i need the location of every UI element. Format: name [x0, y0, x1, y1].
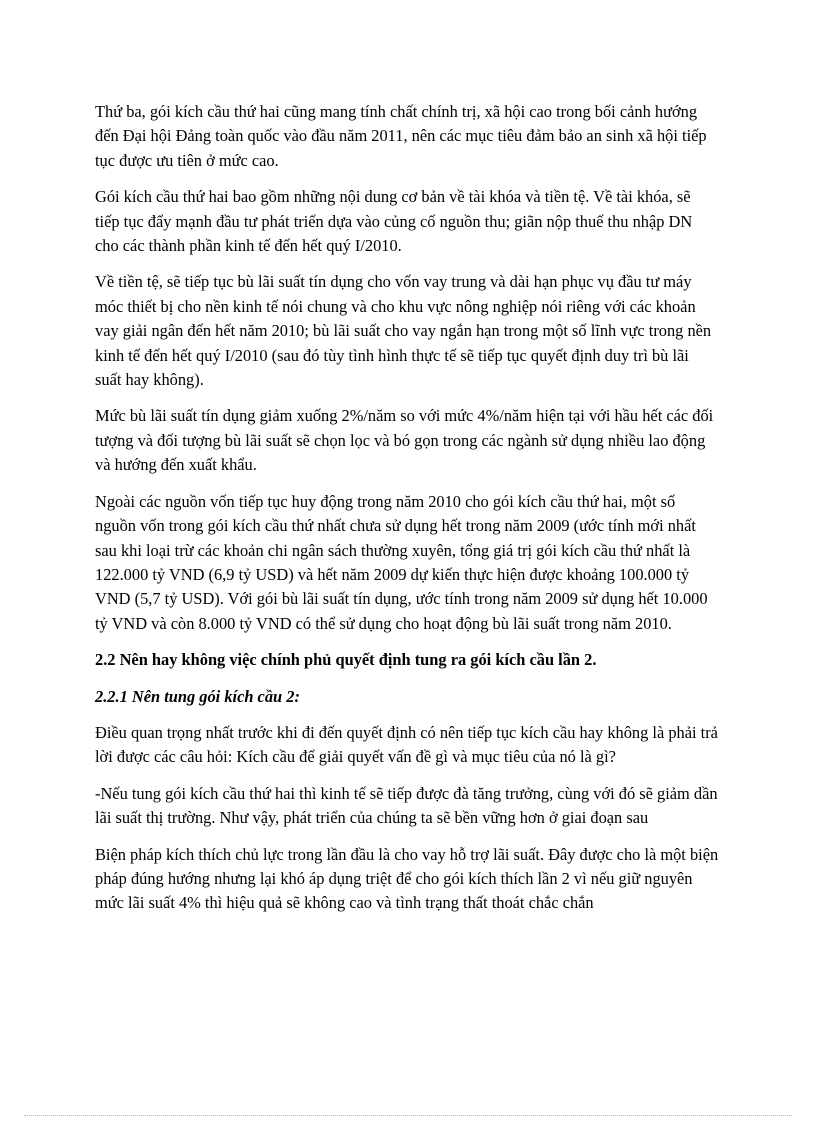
subsection-heading: 2.2.1 Nên tung gói kích cầu 2: [95, 686, 300, 706]
paragraph: Điều quan trọng nhất trước khi đi đến quyết định có nên tiếp tục kích cầu hay không là phải trả lời được các câu hỏi: Kích cầu để giải quyết vấn đề gì và mục tiêu của nó là gì? [95, 722, 718, 767]
paragraph: Gói kích cầu thứ hai bao gồm những nội dung cơ bản về tài khóa và tiền tệ. Về tài khóa, sẽ tiếp tục đẩy mạnh đầu tư phát triển dựa vào củng cố nguồn thu; giãn nộp thuế thu nhập DN cho các thành phần kinh tế đến hết quý I/2010. [95, 187, 693, 256]
paragraph: Thứ ba, gói kích cầu thứ hai cũng mang tính chất chính trị, xã hội cao trong bối cảnh hướng đến Đại hội Đảng toàn quốc vào đầu năm 2011, nên các mục tiêu đảm bảo an sinh xã hội tiếp tục được ưu tiên ở mức cao. [95, 102, 707, 170]
paragraph: Biện pháp kích thích chủ lực trong lần đầu là cho vay hỗ trợ lãi suất. Đây được cho là một biện pháp đúng hướng nhưng lại khó áp dụng triệt để cho gói kích thích lần 2 vì nếu giữ nguyên mức lãi suất 4% thì hiệu quả sẽ không cao và tình trạng thất thoát chắc chắn [95, 844, 719, 913]
paragraph: Ngoài các nguồn vốn tiếp tục huy động trong năm 2010 cho gói kích cầu thứ hai, một số nguồn vốn trong gói kích cầu thứ nhất chưa sử dụng hết trong năm 2009 (ước tính mới nhất sau khi loại trừ các khoản chi ngân sách thường xuyên, tổng giá trị gói kích cầu thứ nhất là 122.000 tỷ VND (6,9 tỷ USD) và hết năm 2009 dự kiến thực hiện được khoảng 100.000 tỷ VND (5,7 tỷ USD). Với gói bù lãi suất tín dụng, ước tính trong năm 2009 sử dụng hết 10.000 tỷ VND và còn 8.000 tỷ VND có thể sử dụng cho hoạt động bù lãi suất trong năm 2010. [95, 491, 708, 633]
paragraph: -Nếu tung gói kích cầu thứ hai thì kinh tế sẽ tiếp được đà tăng trưởng, cùng với đó sẽ giảm dần lãi suất thị trường. Như vậy, phát triển của chúng ta sẽ bền vững hơn ở giai đoạn sau [95, 783, 718, 828]
paragraph: Mức bù lãi suất tín dụng giảm xuống 2%/năm so với mức 4%/năm hiện tại với hầu hết các đối tượng và đối tượng bù lãi suất sẽ chọn lọc và bó gọn trong các ngành sử dụng nhiều lao động và hướng đến xuất khẩu. [95, 406, 714, 475]
section-heading: 2.2 Nên hay không việc chính phủ quyết định tung ra gói kích cầu lần 2. [95, 650, 597, 670]
page-bottom-divider [24, 1115, 792, 1116]
paragraph: Về tiền tệ, sẽ tiếp tục bù lãi suất tín dụng cho vốn vay trung và dài hạn phục vụ đầu tư máy móc thiết bị cho nền kinh tế nói chung và cho khu vực nông nghiệp nói riêng với các khoản vay giải ngân đến hết năm 2010; bù lãi suất cho vay ngắn hạn trong một số lĩnh vực trong nền kinh tế đến hết quý I/2010 (sau đó tùy tình hình thực tế sẽ tiếp tục quyết định duy trì bù lãi suất hay không). [95, 272, 712, 390]
document-page [95, 100, 719, 928]
